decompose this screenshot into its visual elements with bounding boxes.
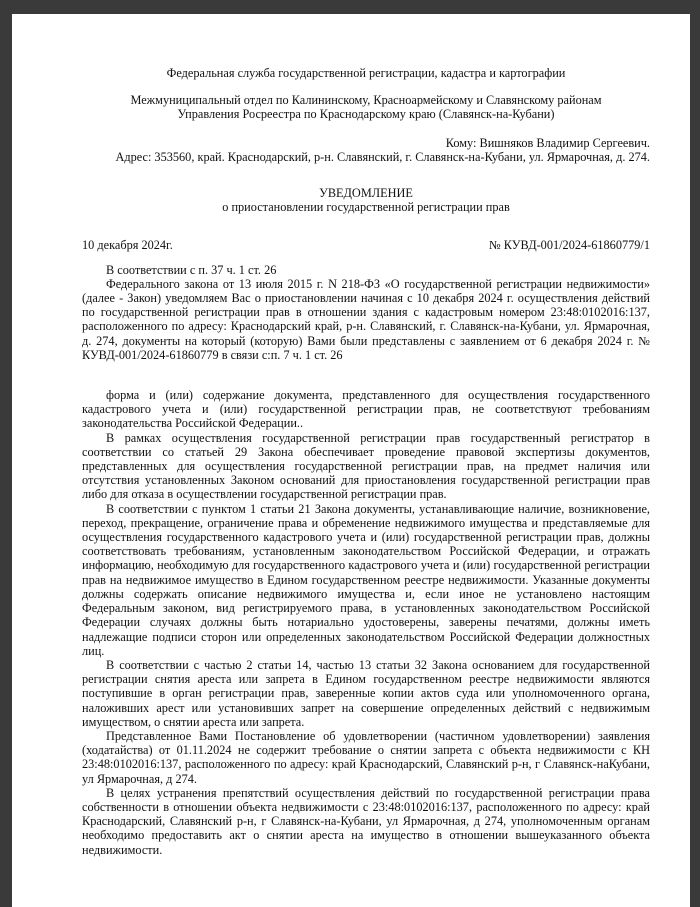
paragraph-3: В рамках осуществления государственной регистрации прав государственный регистратор в соответствии со статьей 29 Закона обеспечивает проведение правовой экспертизы документов, представленных для осуществления государственной регистрации прав, на предмет наличия или отсутствия установленных Законом оснований для приостановления государственной регистрации прав либо для отказа в осуществлении государственной регистрации прав. [82, 430, 650, 502]
date-number-row [82, 238, 650, 252]
agency-name: Федеральная служба государственной регистрации, кадастра и картографии [166, 66, 566, 80]
document-page [12, 14, 690, 907]
paragraph-1-head: В соответствии с п. 37 ч. 1 ст. 26 [106, 262, 277, 277]
paragraph-7: В целях устранения препятствий осуществления действий по государственной регистрации права собственности в отношении объекта недвижимости с 23:48:0102016:137, расположенного по адресу: край Краснодарский, Славянский р-н, г Славянск-на-Кубани, ул Ярмарочная, д 274, уполномоченным органам необходимо предоставить акт о снятии ареста на имущество в отношении вышеуказанного объекта недвижимости. [82, 785, 650, 857]
paragraph-4: В соответствии с пунктом 1 статьи 21 Закона документы, устанавливающие наличие, возникновение, переход, прекращение, ограничение права и обременение недвижимого имущества и представляемые для осуществления государственного кадастрового учета и (или) государственной регистрации прав, должны соответствовать требованиям, установленным законодательством Российской Федерации, и отражать информацию, необходимую для государственного кадастрового учета и (или) государственной регистрации прав на недвижимое имущество в Едином государственном реестре недвижимости. Указанные документы должны содержать описание недвижимого имущества и, если иное не установлено настоящим Федеральным законом, вид регистрируемого права, в установленных законодательством Российской Федерации случаях должны быть нотариально удостоверены, заверены печатями, должны иметь надлежащие подписи сторон или определенных законодательством Российской Федерации должностных лиц. [82, 501, 650, 658]
paragraph-5: В соответствии с частью 2 статьи 14, частью 13 статьи 32 Закона основанием для государственной регистрации снятия ареста или запрета в Едином государственном реестре недвижимости являются поступившие в орган регистрации прав, заверенные копии актов суда или уполномоченного органа, наложивших арест или установивших запрет на совершение определенных действий с недвижимым имуществом, о снятии ареста или запрета. [82, 657, 650, 729]
paragraph-1: Федерального закона от 13 июля 2015 г. N 218-ФЗ «О государственной регистрации недвижимости» (далее - Закон) уведомляем Вас о приостановлении начиная с 10 декабря 2024 г. осуществления действий по государственной регистрации прав в отношении здания с кадастровым номером 23:48:0102016:137, расположенного по адресу: Краснодарский край, р-н. Славянский, г. Славянск-на-Кубани, ул. Ярмарочная, д. 274, документы на который (которую) Вами были представлены с заявлением от 6 декабря 2024 г. № КУВД-001/2024-61860779 в связи с:п. 7 ч. 1 ст. 26 [82, 276, 650, 362]
recipient-name: Кому: Вишняков Владимир Сергеевич. [445, 135, 650, 150]
notice-title-block [82, 186, 650, 214]
department-line-1: Межмуниципальный отдел по Калининскому, Красноармейскому и Славянскому районам [130, 93, 602, 108]
paragraph-2: форма и (или) содержание документа, представленного для осуществления государственного кадастрового учета и (или) государственной регистрации прав, не соответствуют требованиям законодательства Российской Федерации.. [82, 388, 650, 431]
notice-number: № КУВД-001/2024-61860779/1 [489, 238, 650, 253]
department-line-2: Управления Росреестра по Краснодарскому краю (Славянск-на-Кубани) [177, 107, 555, 122]
recipient-address: Адрес: 353560, край. Краснодарский, р-н. Славянский, г. Славянск-на-Кубани, ул. Ярмарочная, д. 274. [115, 149, 650, 164]
paragraph-6: Представленное Вами Постановление об удовлетворении (частичном удовлетворении) заявления (ходатайства) от 01.11.2024 не содержит требование о снятии запрета с объекта недвижимости с КН 23:48:0102016:137, расположенного по адресу: край Краснодарский, Славянский р-н, г Славянск-наКубани, ул Ярмарочная, д 274. [82, 728, 650, 786]
notice-title: УВЕДОМЛЕНИЕ [319, 186, 413, 201]
notice-date: 10 декабря 2024г. [82, 238, 173, 253]
recipient-block [82, 136, 650, 164]
notice-subtitle: о приостановлении государственной регистрации прав [222, 200, 510, 215]
